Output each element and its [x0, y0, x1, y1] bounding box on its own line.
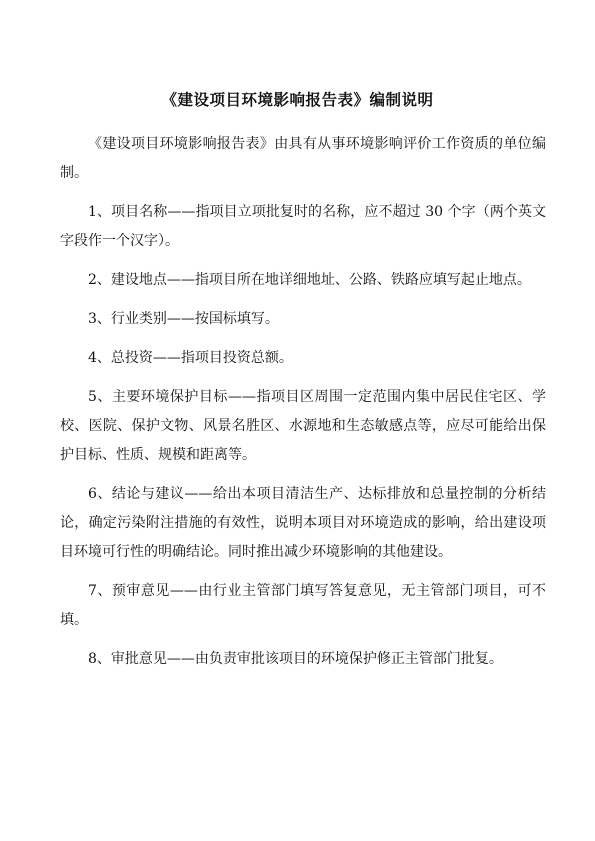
item-pre-review-opinion: 7、预审意见——由行业主管部门填写答复意见，无主管部门项目，可不填。 — [60, 583, 546, 628]
item-construction-site: 2、建设地点——指项目所在地详细地址、公路、铁路应填写起止地点。 — [88, 272, 531, 288]
item-project-name: 1、项目名称——指项目立项批复时的名称，应不超过 30 个字（两个英文字段作一个汉字）。 — [60, 204, 546, 249]
item-industry-category: 3、行业类别——按国标填写。 — [88, 311, 279, 327]
item-conclusions: 6、结论与建议——给出本项目清洁生产、达标排放和总量控制的分析结论，确定污染附注措施的有效性，说明本项目对环境造成的影响，给出建设项目环境可行性的明确结论。同时推出减少环境影响的其他建设。 — [60, 486, 546, 560]
item-approval-opinion: 8、审批意见——由负责审批该项目的环境保护修正主管部门批复。 — [88, 651, 503, 667]
document-title: 《建设项目环境影响报告表》编制说明 — [161, 90, 434, 109]
document-body — [60, 130, 546, 684]
item-protection-targets: 5、主要环境保护目标——指项目区周围一定范围内集中居民住宅区、学校、医院、保护文物、风景名胜区、水源地和生态敏感点等，应尽可能给出保护目标、性质、规模和距离等。 — [60, 389, 546, 463]
item-total-investment: 4、总投资——指项目投资总额。 — [88, 350, 293, 366]
intro-paragraph: 《建设项目环境影响报告表》由具有从事环境影响评价工作资质的单位编制。 — [60, 136, 546, 181]
